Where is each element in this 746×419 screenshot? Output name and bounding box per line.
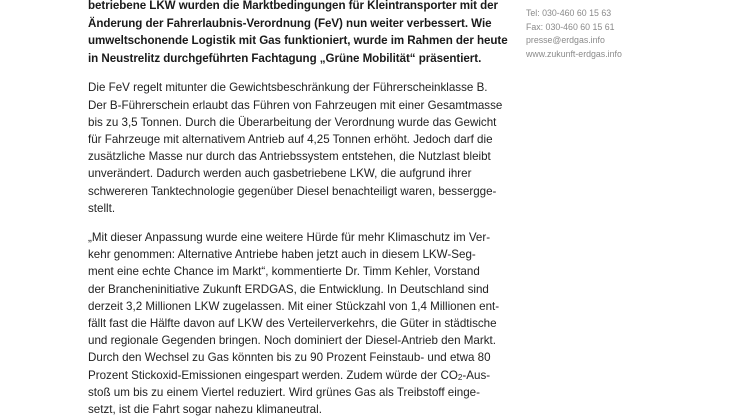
paragraph-fev-regulation (88, 79, 508, 217)
paragraph-line: Der B-Führerschein erlaubt das Führen von Fahrzeugen mit einer Gesamtmasse (88, 98, 503, 112)
co2-suffix: -Aus- (462, 368, 491, 382)
paragraph-line: setzt, ist die Fahrt sogar nahezu klimaneutral. (88, 403, 322, 417)
contact-phone: Tel: 030-460 60 15 63 (526, 8, 612, 18)
contact-sidebar (526, 7, 726, 61)
contact-website: www.zukunft-erdgas.info (526, 48, 622, 59)
paragraph-line: unverändert. Dadurch werden auch gasbetriebene LKW, die aufgrund ihrer (88, 167, 472, 181)
lead-paragraph (88, 0, 508, 67)
paragraph-line: und regionale Gegenden bringen. Noch dominiert der Diesel-Antrieb den Markt. (88, 334, 496, 348)
lead-line: umweltschonende Logistik mit Gas funktioniert, wurde im Rahmen der heute (88, 34, 508, 48)
paragraph-line: Die FeV regelt mitunter die Gewichtsbeschränkung der Führerscheinklasse B. (88, 81, 488, 95)
lead-line: Änderung der Fahrerlaubnis-Verordnung (FeV) nun weiter verbessert. Wie (88, 16, 492, 30)
paragraph-line (88, 367, 508, 384)
paragraph-line: schwereren Tanktechnologie gegenüber Diesel benachteiligt waren, bessergge- (88, 184, 497, 198)
co2-text: Prozent Stickoxid-Emissionen eingespart werden. Zudem würde der CO (88, 368, 458, 382)
lead-line: betriebene LKW wurden die Marktbedingungen für Kleintransporter mit der (88, 0, 498, 12)
paragraph-line: fällt fast die Hälfte davon auf LKW des Verteilerverkehrs, die Güter in städtische (88, 317, 497, 331)
co2-subscript: 2 (457, 372, 463, 382)
paragraph-line: derzeit 3,2 Millionen LKW zugelassen. Mit einer Stückzahl von 1,4 Millionen ent- (88, 299, 500, 313)
paragraph-line: stoß um bis zu einem Viertel reduziert. Wird grünes Gas als Treibstoff einge- (88, 385, 480, 399)
paragraph-line: kehr genommen: Alternative Antriebe haben jetzt auch in diesem LKW-Seg- (88, 248, 476, 262)
paragraph-line: Durch den Wechsel zu Gas könnten bis zu 90 Prozent Feinstaub- und etwa 80 (88, 351, 491, 365)
press-release-body (88, 0, 508, 418)
paragraph-line: stellt. (88, 201, 116, 215)
contact-fax: Fax: 030-460 60 15 61 (526, 21, 615, 32)
paragraph-line: für Fahrzeuge mit alternativem Antrieb auf 4,25 Tonnen erhöht. Jedoch darf die (88, 132, 493, 146)
paragraph-line: ment eine echte Chance im Markt“, kommentierte Dr. Timm Kehler, Vorstand (88, 265, 480, 279)
paragraph-quote-kehler (88, 229, 508, 418)
paragraph-line: der Brancheninitiative Zukunft ERDGAS, die Entwicklung. In Deutschland sind (88, 282, 489, 296)
paragraph-line: zusätzliche Masse nur durch das Antriebssystem entstehen, die Nutzlast bleibt (88, 150, 491, 164)
paragraph-line: „Mit dieser Anpassung wurde eine weitere Hürde für mehr Klimaschutz im Ver- (88, 231, 491, 244)
contact-email: presse@erdgas.info (526, 35, 605, 46)
paragraph-line: bis zu 3,5 Tonnen. Durch die Überarbeitung der Verordnung wurde das Gewicht (88, 115, 497, 129)
lead-line: in Neustrelitz durchgeführten Fachtagung „Grüne Mobilität“ präsentiert. (88, 51, 482, 65)
